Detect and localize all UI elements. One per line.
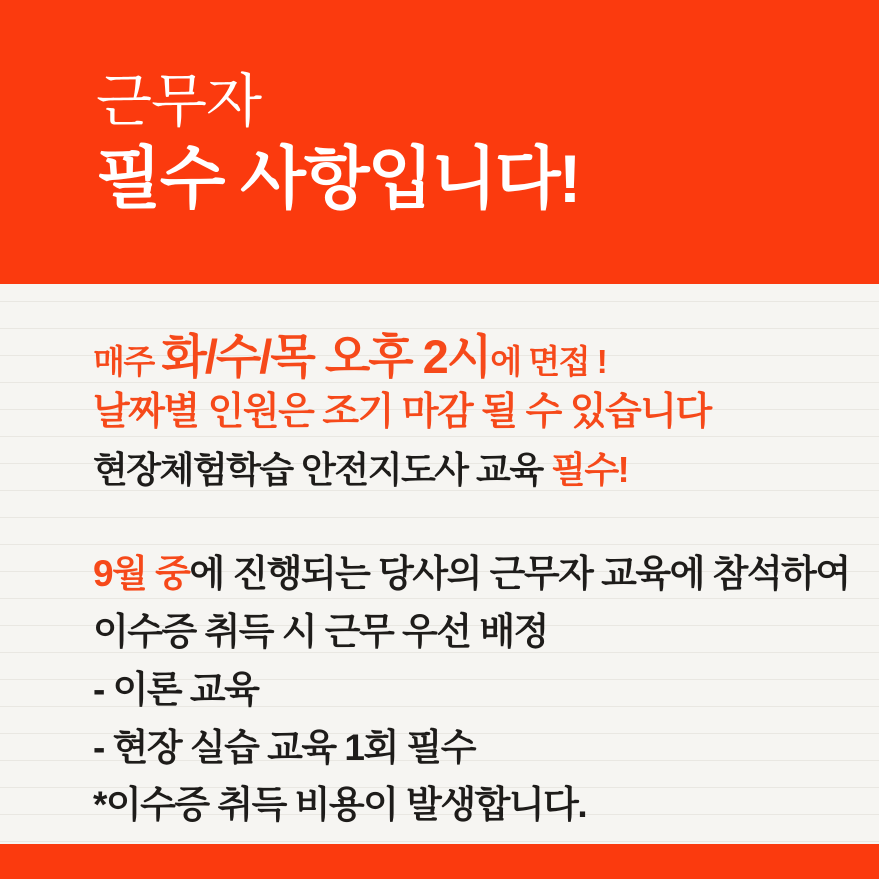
footer-banner	[0, 844, 879, 879]
bullet-field-practice: - 현장 실습 교육 1회 필수	[93, 727, 475, 768]
september-training-line	[93, 555, 850, 592]
safety-training-text: 현장체험학습 안전지도사 교육	[93, 449, 552, 490]
interview-suffix: 에 면접 !	[490, 343, 607, 380]
certificate-priority-line: 이수증 취득 시 근무 우선 배정	[93, 611, 548, 652]
interview-days-time: 화/수/목 오후 2시	[161, 330, 491, 383]
interview-prefix: 매주	[93, 343, 162, 380]
september-text: 에 진행되는 당사의 근무자 교육에 참석하여	[189, 553, 850, 594]
header-banner	[0, 0, 879, 284]
bullet-theory-training: - 이론 교육	[93, 669, 259, 710]
header-title-line1: 근무자	[96, 69, 262, 134]
content-area	[0, 284, 879, 845]
safety-training-line	[93, 449, 629, 490]
safety-training-required: 필수!	[551, 449, 629, 490]
september-emphasis: 9월 중	[93, 553, 190, 594]
cost-note-line: *이수증 취득 비용이 발생합니다.	[93, 784, 587, 825]
interview-schedule-line	[93, 330, 607, 383]
header-title-line2: 필수 사항입니다!	[96, 140, 580, 217]
capacity-warning-line: 날짜별 인원은 조기 마감 될 수 있습니다	[93, 391, 711, 433]
